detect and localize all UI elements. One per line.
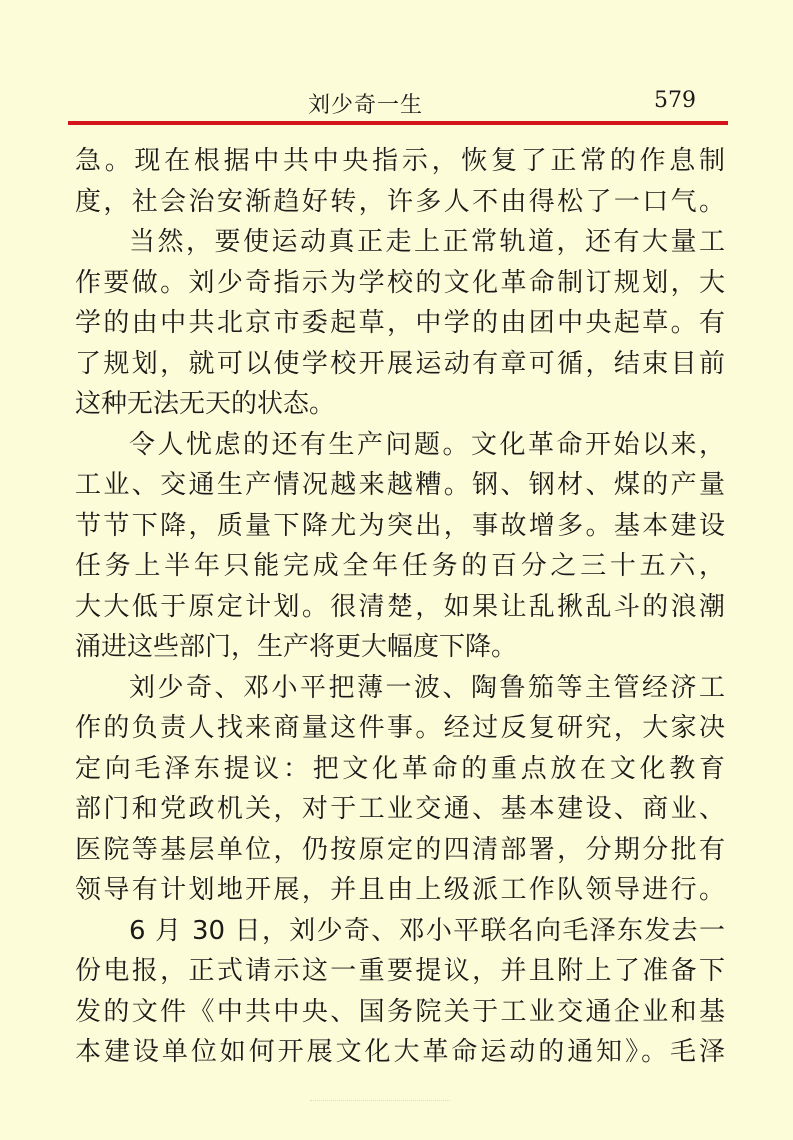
text-line: 工业、交通生产情况越来越糟。钢、钢材、煤的产量	[75, 470, 725, 500]
body-text	[75, 141, 725, 1073]
text-line: 领导有计划地开展，并且由上级派工作队领导进行。	[75, 875, 725, 905]
footer-faint-mark	[310, 1100, 450, 1104]
text-line: 度，社会治安渐趋好转，许多人不由得松了一口气。	[75, 186, 725, 217]
text-line: 部门和党政机关，对于工业交通、基本建设、商业、	[75, 794, 725, 824]
text-line: 任务上半年只能完成全年任务的百分之三十五六，	[75, 551, 725, 581]
text-line: 份电报，正式请示这一重要提议，并且附上了准备下	[75, 956, 725, 986]
text-line: 涌进这些部门，生产将更大幅度下降。	[75, 632, 518, 662]
paragraph-first-line: 刘少奇、邓小平把薄一波、陶鲁笳等主管经济工	[129, 672, 725, 703]
text-line: 了规划，就可以使学校开展运动有章可循，结束目前	[75, 348, 725, 379]
text-line: 急。现在根据中共中央指示，恢复了正常的作息制	[75, 146, 725, 176]
text-line: 本建设单位如何开展文化大革命运动的通知》。毛泽	[75, 1037, 725, 1067]
paragraph-first-line: 6 月 30 日，刘少奇、邓小平联名向毛泽东发去一	[129, 915, 725, 946]
running-title: 刘少奇一生	[308, 93, 424, 118]
paragraph-first-line: 当然，要使运动真正走上正常轨道，还有大量工	[129, 227, 725, 257]
page-number: 579	[654, 88, 696, 113]
text-line: 发的文件《中共中央、国务院关于工业交通企业和基	[75, 996, 725, 1027]
page-header	[68, 84, 728, 120]
header-rule-divider	[68, 121, 728, 125]
text-line: 作要做。刘少奇指示为学校的文化革命制订规划，大	[75, 267, 725, 298]
text-line: 定向毛泽东提议：把文化革命的重点放在文化教育	[75, 753, 725, 784]
text-line: 作的负责人找来商量这件事。经过反复研究，大家决	[75, 713, 725, 743]
text-line: 大大低于原定计划。很清楚，如果让乱揪乱斗的浪潮	[75, 591, 725, 622]
text-line: 节节下降，质量下降尤为突出，事故增多。基本建设	[75, 510, 725, 541]
text-line: 学的由中共北京市委起草，中学的由团中央起草。有	[75, 308, 725, 338]
text-line: 这种无法无天的状态。	[75, 389, 336, 419]
text-line: 医院等基层单位，仍按原定的四清部署，分期分批有	[75, 834, 725, 865]
paragraph-first-line: 令人忧虑的还有生产问题。文化革命开始以来，	[129, 429, 725, 460]
